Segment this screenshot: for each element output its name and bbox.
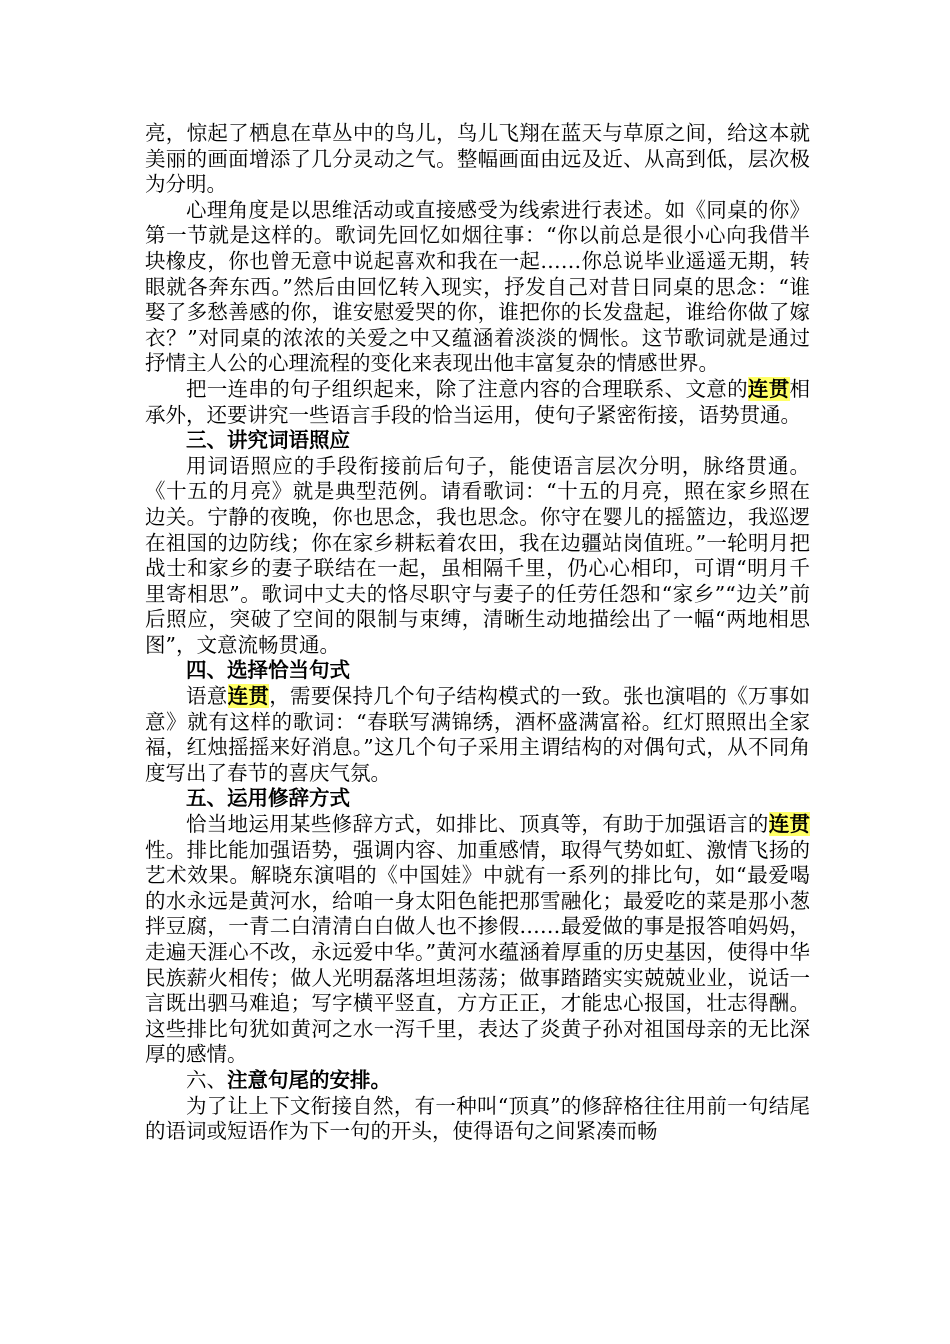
heading-title: 注意句尾的安排。 (227, 1067, 391, 1092)
text-segment: 把一连串的句子组织起来，除了注意内容的合理联系、文意的 (186, 376, 748, 401)
paragraph-psychological-angle: 心理角度是以思维活动或直接感受为线索进行表述。如《同桌的你》第一节就是这样的。歌词先回忆如烟往事：“你以前总是很小心向我借半块橡皮，你也曾无意中说起喜欢和我在一起……你总说毕业遥遥无期，转眼就各奔东西。”然后由回忆转入现实，抒发自己对昔日同桌的思念：“谁娶了多愁善感的你，谁安慰爱哭的你，谁把你的长发盘起，谁给你做了嫁衣？”对同桌的浓浓的关爱之中又蕴涵着淡淡的惆怅。这节歌词就是通过抒情主人公的心理流程的变化来表现出他丰富复杂的情感世界。 (145, 197, 810, 376)
section-heading-3: 三、讲究词语照应 (186, 428, 350, 453)
section-heading-5: 五、运用修辞方式 (186, 786, 350, 811)
text-segment: 相承外，还要讲究一些语言手段的恰当运用，使句子紧密衔接，语势贯通。 (145, 376, 811, 427)
section-heading-4: 四、选择恰当句式 (186, 658, 350, 683)
text-segment: 恰当地运用某些修辞方式，如排比、顶真等，有助于加强语言的 (186, 812, 769, 837)
highlight-coherence: 连贯 (768, 812, 811, 837)
paragraph-rhetoric (145, 812, 810, 1068)
highlight-coherence: 连贯 (227, 684, 270, 709)
document-page (145, 121, 810, 1145)
highlight-coherence: 连贯 (747, 376, 790, 401)
section-heading-6 (145, 1068, 810, 1094)
paragraph-language-means (145, 377, 810, 428)
text-segment: 语意 (186, 684, 228, 709)
paragraph-anadiplosis: 为了让上下文衔接自然，有一种叫“顶真”的修辞格往往用前一句结尾的语词或短语作为下一句的开头，使得语句之间紧凑而畅 (145, 1093, 810, 1144)
text-segment: 性。排比能加强语势，强调内容、加重感情，取得气势如虹、激情飞扬的艺术效果。解晓东演唱的《中国娃》中就有一系列的排比句，如“最爱喝的水永远是黄河水，给咱一身太阳色能把那雪融化；最爱吃的菜是那小葱拌豆腐，一青二白清清白白做人也不掺假……最爱做的事是报答咱妈妈，走遍天涯心不改，永远爱中华。”黄河水蕴涵着厚重的历史基因，使得中华民族薪火相传；做人光明磊落坦坦荡荡；做事踏踏实实兢兢业业，说话一言既出驷马难追；写字横平竖直，方方正正，才能忠心报国，壮志得酬。这些排比句犹如黄河之水一泻千里，表达了炎黄子孙对祖国母亲的无比深厚的感情。 (145, 837, 810, 1067)
heading-prefix: 六、 (186, 1067, 227, 1092)
text-segment: ，需要保持几个句子结构模式的一致。张也演唱的《万事如意》就有这样的歌词：“春联写满锦绣，酒杯盛满富裕。红灯照照出全家福，红烛摇摇来好消息。”这几个句子采用主谓结构的对偶句式，从不同角度写出了春节的喜庆气氛。 (145, 684, 811, 785)
paragraph-sentence-pattern (145, 684, 810, 786)
paragraph-scenery-ending: 亮，惊起了栖息在草丛中的鸟儿，鸟儿飞翔在蓝天与草原之间，给这本就美丽的画面增添了几分灵动之气。整幅画面由远及近、从高到低，层次极为分明。 (145, 121, 810, 197)
paragraph-word-echo: 用词语照应的手段衔接前后句子，能使语言层次分明，脉络贯通。《十五的月亮》就是典型范例。请看歌词：“十五的月亮，照在家乡照在边关。宁静的夜晚，你也思念，我也思念。你守在婴儿的摇篮边，我巡逻在祖国的边防线；你在家乡耕耘着农田，我在边疆站岗值班。”一轮明月把战士和家乡的妻子联结在一起，虽相隔千里，仍心心相印，可谓“明月千里寄相思”。歌词中丈夫的恪尽职守与妻子的任劳任怨和“家乡”“边关”前后照应，突破了空间的限制与束缚，清晰生动地描绘出了一幅“两地相思图”，文意流畅贯通。 (145, 453, 810, 657)
